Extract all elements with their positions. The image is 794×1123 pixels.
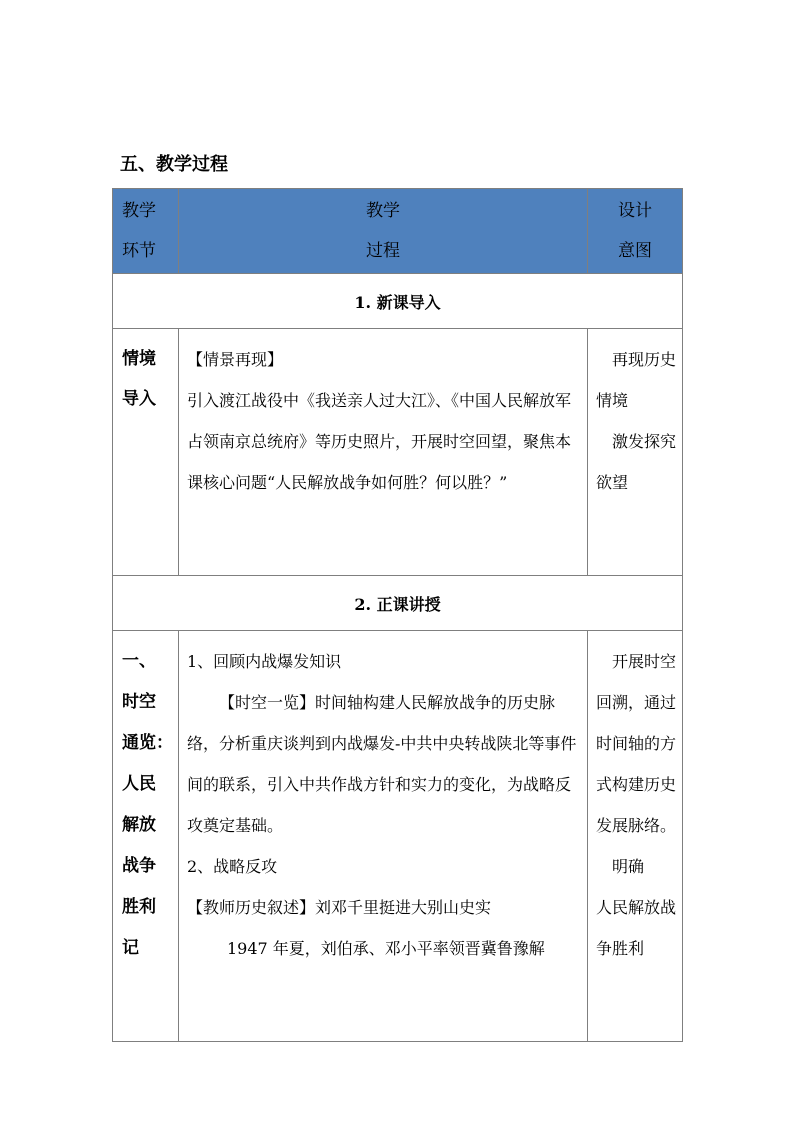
section-row-main (113, 576, 683, 631)
header-stage-line2: 环节 (122, 241, 156, 261)
process-paragraph: 【情景再现】 (187, 350, 284, 369)
stage-cell (113, 329, 179, 576)
header-process (179, 189, 588, 274)
stage-line: 一、 (122, 651, 156, 671)
process-cell (179, 329, 588, 576)
process-paragraph: 【教师历史叙述】刘邓千里挺进大别山史实 (187, 898, 492, 917)
section-row-intro (113, 274, 683, 329)
section-title-main: 2. 正课讲授 (113, 576, 683, 631)
process-paragraph: 1、回顾内战爆发知识 (187, 652, 342, 671)
stage-line: 导入 (122, 389, 156, 409)
header-process-line2: 过程 (366, 241, 400, 261)
process-paragraph: 【时空一览】时间轴构建人民解放战争的历史脉络，分析重庆谈判到内战爆发-中共中央转战陕北等事件间的联系，引入中共作战方针和实力的变化，为战略反攻奠定基础。 (187, 693, 577, 835)
process-paragraph: 引入渡江战役中《我送亲人过大江》、《中国人民解放军占领南京总统府》等历史照片，开展时空回望，聚焦本课核心问题“人民解放战争如何胜？何以胜？” (187, 391, 572, 492)
process-paragraph: 1947 年夏，刘伯承、邓小平率领晋冀鲁豫解 (227, 939, 545, 958)
table-row (113, 631, 683, 1042)
intent-paragraph: 人民解放战争胜利 (596, 898, 677, 958)
stage-line: 人民 (122, 774, 156, 794)
intent-cell (588, 329, 683, 576)
header-intent (588, 189, 683, 274)
intent-paragraph: 明确 (612, 857, 645, 876)
intent-paragraph: 激发探究欲望 (596, 432, 677, 492)
stage-line: 解放 (122, 815, 156, 835)
stage-line: 胜利 (122, 897, 156, 917)
section-heading: 五、教学过程 (120, 154, 228, 175)
stage-line: 通览： (122, 733, 173, 753)
stage-cell (113, 631, 179, 1042)
teaching-process-table (112, 188, 683, 1042)
process-cell (179, 631, 588, 1042)
table-header-row (113, 189, 683, 274)
header-intent-line1: 设计 (618, 201, 652, 221)
header-process-line1: 教学 (366, 201, 400, 221)
stage-line: 时空 (122, 692, 156, 712)
process-paragraph: 2、战略反攻 (187, 857, 278, 876)
intent-paragraph: 再现历史情境 (596, 350, 677, 410)
header-stage-line1: 教学 (122, 201, 156, 221)
header-intent-line2: 意图 (618, 241, 652, 261)
header-stage (113, 189, 179, 274)
stage-line: 战争 (122, 856, 156, 876)
section-title-intro: 1. 新课导入 (113, 274, 683, 329)
intent-paragraph: 开展时空回溯，通过时间轴的方式构建历史发展脉络。 (596, 652, 677, 835)
table-row (113, 329, 683, 576)
stage-line: 情境 (122, 349, 156, 369)
stage-line: 记 (122, 938, 139, 958)
intent-cell (588, 631, 683, 1042)
